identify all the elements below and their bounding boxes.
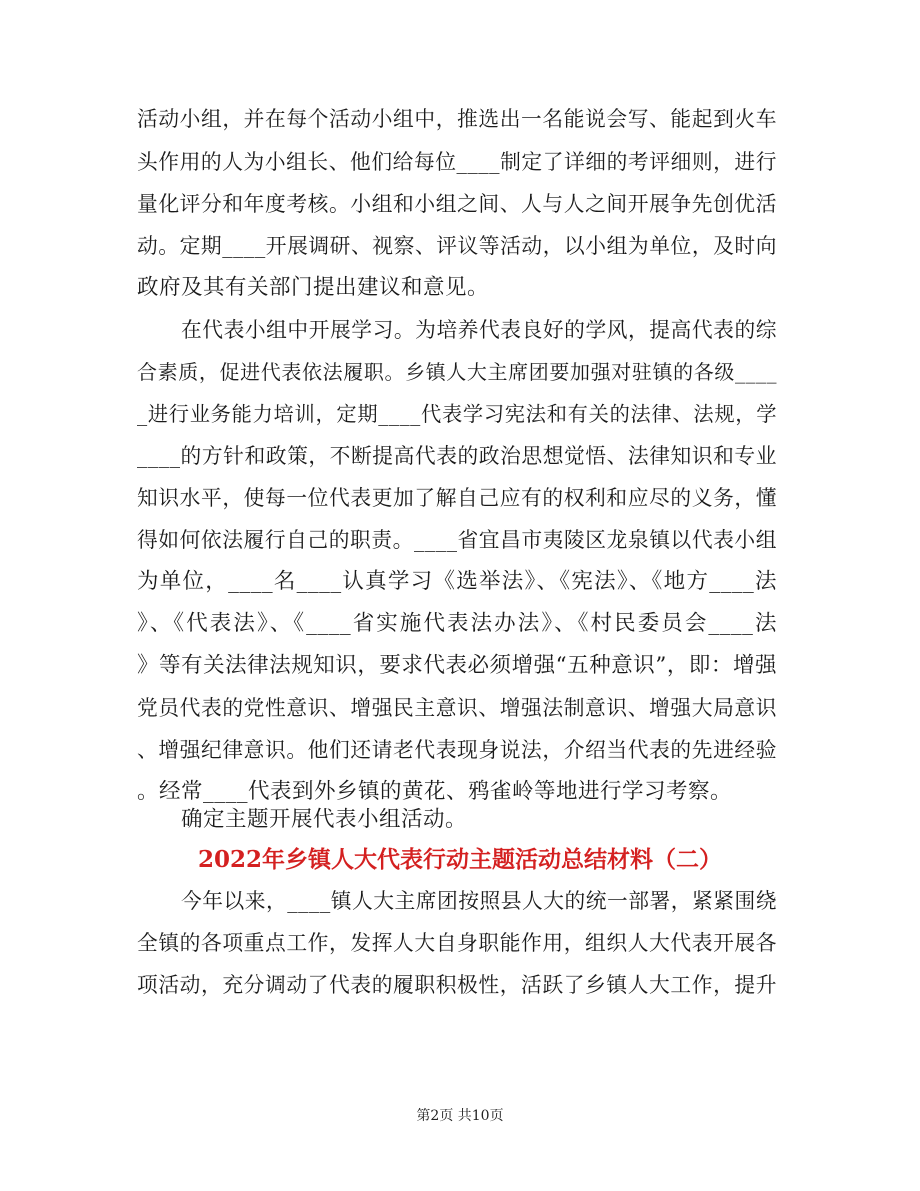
body-text-line: 头作用的人为小组长、他们给每位____制定了详细的考评细则，进行	[137, 150, 777, 174]
body-text-line: 、增强纪律意识。他们还请老代表现身说法，介绍当代表的先进经验	[137, 738, 777, 762]
body-text-line: 。经常____代表到外乡镇的黄花、鸦雀岭等地进行学习考察。	[137, 779, 733, 804]
body-text-line: 确定主题开展代表小组活动。	[181, 807, 468, 832]
body-text-line: 》等有关法律法规知识，要求代表必须增强“五种意识”，即：增强	[137, 653, 777, 678]
body-text-line: 项活动，充分调动了代表的履职积极性，活跃了乡镇人大工作，提升	[137, 973, 777, 997]
body-text-line: 政府及其有关部门提出建议和意见。	[137, 275, 490, 300]
body-text-line: 知识水平，使每一位代表更加了解自己应有的权利和应尽的义务，懂	[137, 486, 777, 510]
body-text-line: 党员代表的党性意识、增强民主意识、增强法制意识、增强大局意识	[137, 696, 777, 720]
body-text-line: 全镇的各项重点工作，发挥人大自身职能作用，组织人大代表开展各	[137, 931, 777, 955]
body-text-line: ____的方针和政策，不断提高代表的政治思想觉悟、法律知识和专业	[137, 444, 777, 468]
body-text-line: 今年以来，____镇人大主席团按照县人大的统一部署，紧紧围绕	[181, 889, 777, 913]
body-text-line: 量化评分和年度考核。小组和小组之间、人与人之间开展争先创优活	[137, 192, 777, 216]
section-title: 2022年乡镇人大代表行动主题活动总结材料（二）	[197, 846, 722, 873]
body-text-line: 活动小组，并在每个活动小组中，推选出一名能说会写、能起到火车	[137, 107, 777, 131]
body-text-line: 》、《代表法》、《____省实施代表法办法》、《村民委员会____法	[137, 611, 777, 636]
page-number-footer: 第2页 共10页	[416, 1108, 504, 1124]
body-text-line: 合素质，促进代表依法履职。乡镇人大主席团要加强对驻镇的各级____	[137, 360, 777, 384]
body-text-line: _进行业务能力培训，定期____代表学习宪法和有关的法律、法规，学	[137, 402, 777, 426]
body-text-line: 在代表小组中开展学习。为培养代表良好的学风，提高代表的综	[181, 318, 777, 342]
body-text-line: 动。定期____开展调研、视察、评议等活动，以小组为单位，及时向	[137, 234, 777, 258]
body-text-line: 为单位，____名____认真学习《选举法》、《宪法》、《地方____法	[137, 569, 777, 594]
body-text-line: 得如何依法履行自己的职责。____省宜昌市夷陵区龙泉镇以代表小组	[137, 528, 777, 552]
